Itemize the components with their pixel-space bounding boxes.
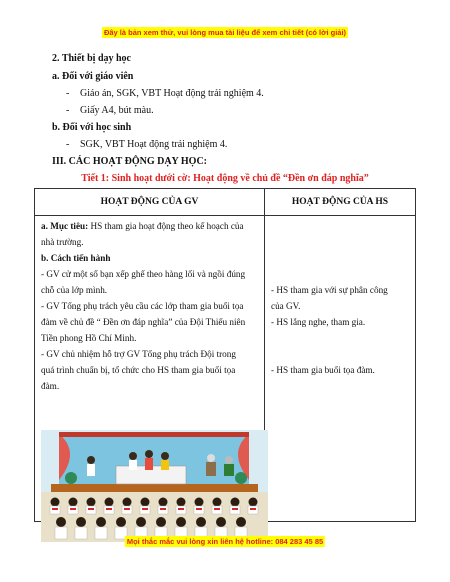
gv-line: chỗ của lớp mình.	[41, 285, 108, 295]
muc-tieu-line: nhà trường.	[41, 237, 84, 247]
col-header-hs: HOẠT ĐỘNG CỦA HS	[265, 189, 416, 216]
gv-line: quá trình chuẩn bị, tổ chức cho HS tham gia buổi tọa	[41, 365, 236, 375]
teacher-item: Giấy A4, bút màu.	[80, 105, 154, 116]
activities-table	[34, 188, 416, 522]
student-item: SGK, VBT Hoạt động trải nghiệm 4.	[80, 139, 228, 150]
cach-tien-hanh-label: b. Cách tiến hành	[41, 253, 111, 263]
hs-line: - HS tham gia buổi tọa đàm.	[271, 365, 375, 375]
muc-tieu-text: HS tham gia hoạt động theo kế hoạch của	[88, 221, 244, 231]
gv-line: đàm về chủ đề “ Đền ơn đáp nghĩa” của Đội Thiếu niên	[41, 317, 246, 327]
top-notice-banner: Đây là bản xem thử, vui lòng mua tài liệu để xem chi tiết (có lời giải)	[103, 28, 347, 37]
gv-line: Tiền phong Hồ Chí Minh.	[41, 333, 137, 343]
gv-line: - GV Tổng phụ trách yêu cầu các lớp tham gia buổi tọa	[41, 301, 244, 311]
gv-line: - GV chủ nhiệm hỗ trợ GV Tổng phụ trách Đội trong	[41, 349, 236, 359]
muc-tieu-line	[41, 218, 258, 234]
section2-heading: 2. Thiết bị dạy học	[52, 53, 131, 64]
teacher-item: Giáo án, SGK, VBT Hoạt động trải nghiệm 4.	[80, 88, 264, 99]
bullet-dash: -	[66, 139, 70, 150]
bottom-hotline-banner: Mọi thắc mắc vui lòng xin liên hệ hotline: 084 283 45 85	[126, 537, 324, 546]
gv-line: đàm.	[41, 381, 60, 391]
lesson-title: Tiết 1: Sinh hoạt dưới cờ: Hoạt động về chủ đề “Đền ơn đáp nghĩa”	[81, 173, 369, 184]
ceremony-illustration	[41, 430, 268, 542]
muc-tieu-label: a. Mục tiêu:	[41, 221, 89, 231]
col-header-gv: HOẠT ĐỘNG CỦA GV	[35, 189, 265, 216]
hs-line: - HS lắng nghe, tham gia.	[271, 317, 366, 327]
bullet-dash: -	[66, 88, 70, 99]
gv-cell	[35, 216, 265, 522]
hs-line: của GV.	[271, 301, 301, 311]
section3-heading: III. CÁC HOẠT ĐỘNG DẠY HỌC:	[52, 156, 208, 167]
hs-cell	[265, 216, 416, 522]
gv-line: - GV cử một số bạn xếp ghế theo hàng lối và ngồi đúng	[41, 269, 246, 279]
hs-line: - HS tham gia với sự phân công	[271, 285, 388, 295]
bullet-dash: -	[66, 105, 70, 116]
student-heading: b. Đối với học sinh	[52, 122, 132, 133]
teacher-heading: a. Đối với giáo viên	[52, 71, 134, 82]
